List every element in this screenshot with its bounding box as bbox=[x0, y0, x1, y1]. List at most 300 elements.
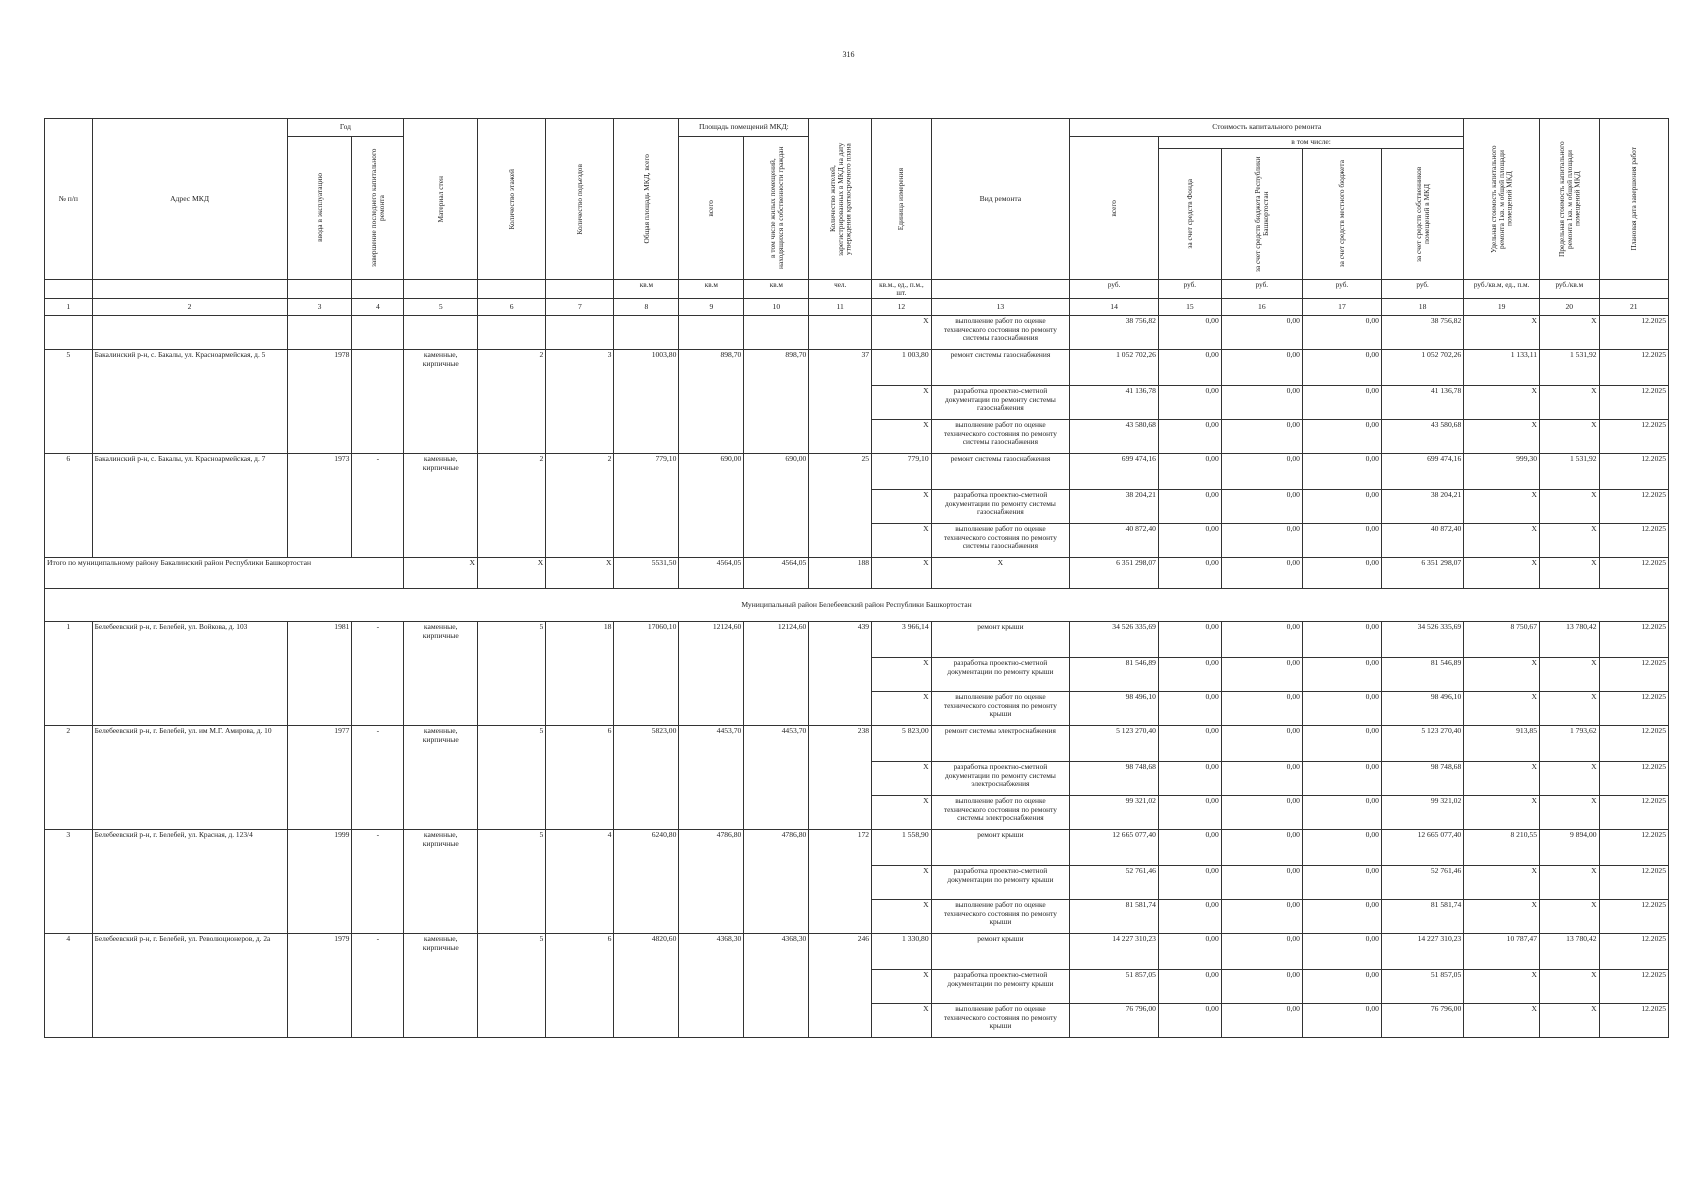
measure-unit: X bbox=[872, 386, 932, 420]
row-number: 3 bbox=[45, 830, 93, 934]
cost-owners: 43 580,68 bbox=[1381, 420, 1463, 454]
repair-type: разработка проектно-сметной документации по ремонту крыши bbox=[931, 866, 1070, 900]
repair-type: выполнение работ по оценке технического состояния по ремонту крыши bbox=[931, 692, 1070, 726]
unit-cost: X bbox=[1464, 524, 1540, 558]
cost-total: 98 748,68 bbox=[1070, 762, 1159, 796]
unit-cost: X bbox=[1464, 490, 1540, 524]
empty-cell bbox=[614, 316, 679, 350]
column-numbers-row bbox=[45, 299, 1669, 316]
header-floors bbox=[478, 119, 546, 280]
cost-total: 5 123 270,40 bbox=[1070, 726, 1159, 762]
unit-cell: кв.м bbox=[744, 279, 809, 299]
deadline: 12.2025 bbox=[1599, 1004, 1668, 1038]
cost-rb-budget: 0,00 bbox=[1221, 692, 1302, 726]
cost-fund: 0,00 bbox=[1158, 350, 1221, 386]
cost-owners: 99 321,02 bbox=[1381, 796, 1463, 830]
total-cell: X bbox=[872, 558, 932, 589]
total-area: 4820,60 bbox=[614, 934, 679, 1038]
total-area: 5823,00 bbox=[614, 726, 679, 830]
empty-cell bbox=[679, 316, 744, 350]
residential-area: 4786,80 bbox=[744, 830, 809, 934]
floors-count: 5 bbox=[478, 830, 546, 934]
cost-local-budget: 0,00 bbox=[1302, 622, 1381, 658]
residents-count: 246 bbox=[809, 934, 872, 1038]
cost-owners: 12 665 077,40 bbox=[1381, 830, 1463, 866]
wall-material: каменные, кирпичные bbox=[404, 622, 478, 726]
total-cell: X bbox=[546, 558, 614, 589]
repair-type: ремонт крыши bbox=[931, 830, 1070, 866]
header-local-budget-text: за счет средств местного бюджета bbox=[1337, 160, 1347, 268]
building-address: Белебеевский р-н, г. Белебей, ул. Красная, д. 123/4 bbox=[92, 830, 287, 934]
measure-unit: X bbox=[872, 1004, 932, 1038]
cost-rb-budget: 0,00 bbox=[1221, 316, 1302, 350]
header-owners-text: за счет средств собственников помещений в МКД bbox=[1413, 166, 1431, 262]
total-label: Итого по муниципальному району Бакалинский район Республики Башкортостан bbox=[45, 558, 404, 589]
cost-total: 12 665 077,40 bbox=[1070, 830, 1159, 866]
deadline: 12.2025 bbox=[1599, 900, 1668, 934]
cost-rb-budget: 0,00 bbox=[1221, 830, 1302, 866]
limit-cost: X bbox=[1540, 866, 1600, 900]
cost-rb-budget: 0,00 bbox=[1221, 970, 1302, 1004]
empty-cell bbox=[478, 316, 546, 350]
entrances-count: 4 bbox=[546, 830, 614, 934]
cost-local-budget: 0,00 bbox=[1302, 796, 1381, 830]
unit-cell: кв.м bbox=[679, 279, 744, 299]
deadline: 12.2025 bbox=[1599, 622, 1668, 658]
empty-cell bbox=[546, 316, 614, 350]
header-residents bbox=[809, 119, 872, 280]
cost-local-budget: 0,00 bbox=[1302, 762, 1381, 796]
repair-type: ремонт системы газоснабжения bbox=[931, 350, 1070, 386]
cost-fund: 0,00 bbox=[1158, 1004, 1221, 1038]
column-number: 15 bbox=[1158, 299, 1221, 316]
deadline: 12.2025 bbox=[1599, 934, 1668, 970]
unit-cell bbox=[92, 279, 287, 299]
header-area-residential-text: в том числе жилых помещений, находящихся в собственности граждан bbox=[767, 146, 785, 270]
unit-cost: 8 750,67 bbox=[1464, 622, 1540, 658]
column-number: 21 bbox=[1599, 299, 1668, 316]
cost-total: 38 756,82 bbox=[1070, 316, 1159, 350]
building-address: Бакалинский р-н, с. Бакалы, ул. Красноармейская, д. 5 bbox=[92, 350, 287, 454]
column-number: 9 bbox=[679, 299, 744, 316]
unit-cost: X bbox=[1464, 970, 1540, 1004]
deadline: 12.2025 bbox=[1599, 796, 1668, 830]
cost-owners: 51 857,05 bbox=[1381, 970, 1463, 1004]
premises-area: 4368,30 bbox=[679, 934, 744, 1038]
header-last-repair-year-text: завершение последнего капитального ремонта bbox=[369, 148, 386, 268]
measure-unit: X bbox=[872, 970, 932, 1004]
measure-unit: 3 966,14 bbox=[872, 622, 932, 658]
header-year-group: Год bbox=[287, 119, 404, 137]
cost-fund: 0,00 bbox=[1158, 726, 1221, 762]
header-unit-text: Единица измерения bbox=[896, 167, 906, 230]
header-fund-text: за счет средств Фонда bbox=[1184, 178, 1194, 249]
cost-owners: 52 761,46 bbox=[1381, 866, 1463, 900]
header-fund bbox=[1158, 148, 1221, 279]
unit-cell: руб. bbox=[1381, 279, 1463, 299]
unit-cost: X bbox=[1464, 900, 1540, 934]
repair-type: выполнение работ по оценке технического состояния по ремонту системы газоснабжения bbox=[931, 420, 1070, 454]
total-cell: 6 351 298,07 bbox=[1070, 558, 1159, 589]
cost-total: 76 796,00 bbox=[1070, 1004, 1159, 1038]
repair-type: разработка проектно-сметной документации по ремонту крыши bbox=[931, 658, 1070, 692]
column-number: 7 bbox=[546, 299, 614, 316]
cost-total: 43 580,68 bbox=[1070, 420, 1159, 454]
limit-cost: X bbox=[1540, 762, 1600, 796]
measure-unit: 1 330,80 bbox=[872, 934, 932, 970]
repair-type: выполнение работ по оценке технического состояния по ремонту системы газоснабжения bbox=[931, 316, 1070, 350]
cost-total: 38 204,21 bbox=[1070, 490, 1159, 524]
column-number: 6 bbox=[478, 299, 546, 316]
header-unit bbox=[872, 119, 932, 280]
table-row bbox=[45, 830, 1669, 866]
entrances-count: 2 bbox=[546, 454, 614, 558]
cost-fund: 0,00 bbox=[1158, 762, 1221, 796]
cost-local-budget: 0,00 bbox=[1302, 1004, 1381, 1038]
cost-rb-budget: 0,00 bbox=[1221, 726, 1302, 762]
total-cell: 0,00 bbox=[1302, 558, 1381, 589]
residents-count: 37 bbox=[809, 350, 872, 454]
total-cell: 4564,05 bbox=[744, 558, 809, 589]
header-deadline-text: Плановая дата завершения работ bbox=[1628, 147, 1638, 251]
commissioning-year: 1977 bbox=[287, 726, 352, 830]
commissioning-year: 1981 bbox=[287, 622, 352, 726]
cost-rb-budget: 0,00 bbox=[1221, 386, 1302, 420]
unit-cost: X bbox=[1464, 796, 1540, 830]
page-number: 316 bbox=[842, 50, 855, 59]
header-area-total bbox=[679, 137, 744, 280]
cost-total: 81 546,89 bbox=[1070, 658, 1159, 692]
header-cost-total-text: всего bbox=[1109, 199, 1119, 217]
unit-cell bbox=[45, 279, 93, 299]
cost-local-budget: 0,00 bbox=[1302, 900, 1381, 934]
table-row bbox=[45, 350, 1669, 386]
unit-cell: руб. bbox=[1070, 279, 1159, 299]
units-row bbox=[45, 279, 1669, 299]
header-area-group: Площадь помещений МКД: bbox=[679, 119, 809, 137]
unit-cost: X bbox=[1464, 1004, 1540, 1038]
measure-unit: X bbox=[872, 692, 932, 726]
limit-cost: X bbox=[1540, 796, 1600, 830]
header-cost-group: Стоимость капитального ремонта bbox=[1070, 119, 1464, 137]
limit-cost: X bbox=[1540, 1004, 1600, 1038]
floors-count: 5 bbox=[478, 622, 546, 726]
empty-cell bbox=[92, 316, 287, 350]
header-last-repair-year bbox=[352, 137, 404, 280]
cost-fund: 0,00 bbox=[1158, 934, 1221, 970]
cost-rb-budget: 0,00 bbox=[1221, 420, 1302, 454]
empty-cell bbox=[45, 316, 93, 350]
header-limit-cost-text: Предельная стоимость капитального ремонта 1кв. м общей площади помещений МКД bbox=[1556, 141, 1582, 257]
section-title: Муниципальный район Белебеевский район Республики Башкортостан bbox=[45, 589, 1669, 622]
total-area: 6240,80 bbox=[614, 830, 679, 934]
wall-material: каменные, кирпичные bbox=[404, 454, 478, 558]
cost-fund: 0,00 bbox=[1158, 970, 1221, 1004]
header-rb-budget-text: за счет средств бюджета Республики Башкортостан bbox=[1253, 155, 1270, 272]
unit-cell: руб. bbox=[1158, 279, 1221, 299]
empty-cell bbox=[809, 316, 872, 350]
column-number: 20 bbox=[1540, 299, 1600, 316]
floors-count: 5 bbox=[478, 726, 546, 830]
cost-owners: 5 123 270,40 bbox=[1381, 726, 1463, 762]
total-cell: X bbox=[1540, 558, 1600, 589]
repair-type: выполнение работ по оценке технического состояния по ремонту системы электроснабжения bbox=[931, 796, 1070, 830]
cost-owners: 38 204,21 bbox=[1381, 490, 1463, 524]
unit-cell: руб. bbox=[1221, 279, 1302, 299]
cost-rb-budget: 0,00 bbox=[1221, 524, 1302, 558]
column-number: 4 bbox=[352, 299, 404, 316]
measure-unit: X bbox=[872, 866, 932, 900]
limit-cost: X bbox=[1540, 490, 1600, 524]
cost-local-budget: 0,00 bbox=[1302, 726, 1381, 762]
unit-cell: кв.м., ед., п.м., шт. bbox=[872, 279, 932, 299]
unit-cell bbox=[478, 279, 546, 299]
header-owners bbox=[1381, 148, 1463, 279]
header-entrances-text: Количество подъездов bbox=[574, 163, 584, 235]
total-area: 779,10 bbox=[614, 454, 679, 558]
cost-local-budget: 0,00 bbox=[1302, 350, 1381, 386]
cost-local-budget: 0,00 bbox=[1302, 830, 1381, 866]
cost-owners: 14 227 310,23 bbox=[1381, 934, 1463, 970]
unit-cell: руб./кв.м, ед., п.м. bbox=[1464, 279, 1540, 299]
total-cell: X bbox=[404, 558, 478, 589]
cost-fund: 0,00 bbox=[1158, 658, 1221, 692]
cost-total: 52 761,46 bbox=[1070, 866, 1159, 900]
limit-cost: X bbox=[1540, 692, 1600, 726]
premises-area: 4786,80 bbox=[679, 830, 744, 934]
repair-type: выполнение работ по оценке технического состояния по ремонту системы газоснабжения bbox=[931, 524, 1070, 558]
measure-unit: 5 823,00 bbox=[872, 726, 932, 762]
column-number: 18 bbox=[1381, 299, 1463, 316]
total-area: 17060,10 bbox=[614, 622, 679, 726]
cost-fund: 0,00 bbox=[1158, 866, 1221, 900]
cost-fund: 0,00 bbox=[1158, 524, 1221, 558]
cost-owners: 81 546,89 bbox=[1381, 658, 1463, 692]
cost-total: 699 474,16 bbox=[1070, 454, 1159, 490]
cost-fund: 0,00 bbox=[1158, 316, 1221, 350]
cost-fund: 0,00 bbox=[1158, 454, 1221, 490]
limit-cost: X bbox=[1540, 658, 1600, 692]
table-body-total bbox=[45, 558, 1669, 622]
unit-cost: 913,85 bbox=[1464, 726, 1540, 762]
last-repair-year bbox=[352, 350, 404, 454]
measure-unit: X bbox=[872, 900, 932, 934]
deadline: 12.2025 bbox=[1599, 524, 1668, 558]
repair-type: ремонт крыши bbox=[931, 622, 1070, 658]
repair-type: ремонт системы электроснабжения bbox=[931, 726, 1070, 762]
cost-total: 98 496,10 bbox=[1070, 692, 1159, 726]
cost-total: 14 227 310,23 bbox=[1070, 934, 1159, 970]
deadline: 12.2025 bbox=[1599, 490, 1668, 524]
limit-cost: 13 780,42 bbox=[1540, 934, 1600, 970]
limit-cost: 1 531,92 bbox=[1540, 350, 1600, 386]
column-number: 3 bbox=[287, 299, 352, 316]
cost-local-budget: 0,00 bbox=[1302, 386, 1381, 420]
unit-cell bbox=[287, 279, 352, 299]
unit-cost: X bbox=[1464, 866, 1540, 900]
commissioning-year: 1973 bbox=[287, 454, 352, 558]
column-number: 16 bbox=[1221, 299, 1302, 316]
cost-rb-budget: 0,00 bbox=[1221, 762, 1302, 796]
residents-count: 439 bbox=[809, 622, 872, 726]
cost-total: 99 321,02 bbox=[1070, 796, 1159, 830]
limit-cost: 13 780,42 bbox=[1540, 622, 1600, 658]
deadline: 12.2025 bbox=[1599, 692, 1668, 726]
measure-unit: 1 558,90 bbox=[872, 830, 932, 866]
total-cell: X bbox=[478, 558, 546, 589]
entrances-count: 6 bbox=[546, 934, 614, 1038]
cost-fund: 0,00 bbox=[1158, 796, 1221, 830]
measure-unit: X bbox=[872, 762, 932, 796]
repair-type: разработка проектно-сметной документации по ремонту системы газоснабжения bbox=[931, 386, 1070, 420]
deadline: 12.2025 bbox=[1599, 726, 1668, 762]
cost-total: 41 136,78 bbox=[1070, 386, 1159, 420]
last-repair-year: - bbox=[352, 454, 404, 558]
cost-owners: 34 526 335,69 bbox=[1381, 622, 1463, 658]
cost-rb-budget: 0,00 bbox=[1221, 350, 1302, 386]
repair-type: разработка проектно-сметной документации по ремонту системы электроснабжения bbox=[931, 762, 1070, 796]
unit-cost: X bbox=[1464, 762, 1540, 796]
cost-owners: 81 581,74 bbox=[1381, 900, 1463, 934]
cost-fund: 0,00 bbox=[1158, 490, 1221, 524]
header-commissioning-year-text: ввода в эксплуатацию bbox=[314, 173, 324, 243]
header-wall-material bbox=[404, 119, 478, 280]
cost-owners: 38 756,82 bbox=[1381, 316, 1463, 350]
column-number: 1 bbox=[45, 299, 93, 316]
repair-type: ремонт системы газоснабжения bbox=[931, 454, 1070, 490]
measure-unit: 779,10 bbox=[872, 454, 932, 490]
residents-count: 172 bbox=[809, 830, 872, 934]
header-cost-total bbox=[1070, 137, 1159, 280]
cost-rb-budget: 0,00 bbox=[1221, 1004, 1302, 1038]
total-cell: X bbox=[1464, 558, 1540, 589]
row-number: 4 bbox=[45, 934, 93, 1038]
limit-cost: X bbox=[1540, 316, 1600, 350]
unit-cell bbox=[1599, 279, 1668, 299]
unit-cell: кв.м bbox=[614, 279, 679, 299]
unit-cost: 1 133,11 bbox=[1464, 350, 1540, 386]
cost-owners: 1 052 702,26 bbox=[1381, 350, 1463, 386]
deadline: 12.2025 bbox=[1599, 866, 1668, 900]
total-cell: X bbox=[931, 558, 1070, 589]
header-unit-cost bbox=[1464, 119, 1540, 280]
building-address: Белебеевский р-н, г. Белебей, ул. Революционеров, д. 2а bbox=[92, 934, 287, 1038]
unit-cost: 8 210,55 bbox=[1464, 830, 1540, 866]
cost-total: 40 872,40 bbox=[1070, 524, 1159, 558]
limit-cost: X bbox=[1540, 900, 1600, 934]
wall-material: каменные, кирпичные bbox=[404, 726, 478, 830]
repair-type: разработка проектно-сметной документации по ремонту системы газоснабжения bbox=[931, 490, 1070, 524]
building-address: Белебеевский р-н, г. Белебей, ул. им М.Г. Амирова, д. 10 bbox=[92, 726, 287, 830]
total-cell: 0,00 bbox=[1158, 558, 1221, 589]
column-number: 8 bbox=[614, 299, 679, 316]
measure-unit: X bbox=[872, 420, 932, 454]
repair-type: разработка проектно-сметной документации по ремонту крыши bbox=[931, 970, 1070, 1004]
cost-local-budget: 0,00 bbox=[1302, 934, 1381, 970]
unit-cost: 999,30 bbox=[1464, 454, 1540, 490]
floors-count: 2 bbox=[478, 350, 546, 454]
table-row bbox=[45, 934, 1669, 970]
header-deadline bbox=[1599, 119, 1668, 280]
cost-local-budget: 0,00 bbox=[1302, 970, 1381, 1004]
column-number: 19 bbox=[1464, 299, 1540, 316]
header-unit-cost-text: Удельная стоимость капитального ремонта 1кв. м общей площади помещений МКД bbox=[1488, 145, 1514, 253]
unit-cell bbox=[546, 279, 614, 299]
cost-local-budget: 0,00 bbox=[1302, 420, 1381, 454]
commissioning-year: 1999 bbox=[287, 830, 352, 934]
column-number: 13 bbox=[931, 299, 1070, 316]
last-repair-year: - bbox=[352, 934, 404, 1038]
empty-cell bbox=[352, 316, 404, 350]
total-row bbox=[45, 558, 1669, 589]
cost-owners: 98 748,68 bbox=[1381, 762, 1463, 796]
column-number: 5 bbox=[404, 299, 478, 316]
cost-rb-budget: 0,00 bbox=[1221, 622, 1302, 658]
unit-cost: X bbox=[1464, 658, 1540, 692]
deadline: 12.2025 bbox=[1599, 350, 1668, 386]
column-number: 14 bbox=[1070, 299, 1159, 316]
premises-area: 690,00 bbox=[679, 454, 744, 558]
repair-type: выполнение работ по оценке технического состояния по ремонту крыши bbox=[931, 1004, 1070, 1038]
deadline: 12.2025 bbox=[1599, 454, 1668, 490]
cost-local-budget: 0,00 bbox=[1302, 454, 1381, 490]
capital-repair-table bbox=[44, 118, 1669, 1038]
header-limit-cost bbox=[1540, 119, 1600, 280]
repair-type: ремонт крыши bbox=[931, 934, 1070, 970]
limit-cost: X bbox=[1540, 386, 1600, 420]
row-number: 5 bbox=[45, 350, 93, 454]
cost-local-budget: 0,00 bbox=[1302, 658, 1381, 692]
measure-unit: X bbox=[872, 316, 932, 350]
header-commissioning-year bbox=[287, 137, 352, 280]
column-number: 17 bbox=[1302, 299, 1381, 316]
limit-cost: 1 793,62 bbox=[1540, 726, 1600, 762]
cost-rb-budget: 0,00 bbox=[1221, 866, 1302, 900]
last-repair-year: - bbox=[352, 622, 404, 726]
unit-cell: чел. bbox=[809, 279, 872, 299]
deadline: 12.2025 bbox=[1599, 386, 1668, 420]
unit-cell bbox=[404, 279, 478, 299]
cost-rb-budget: 0,00 bbox=[1221, 658, 1302, 692]
cost-total: 34 526 335,69 bbox=[1070, 622, 1159, 658]
wall-material: каменные, кирпичные bbox=[404, 830, 478, 934]
cost-fund: 0,00 bbox=[1158, 900, 1221, 934]
cost-rb-budget: 0,00 bbox=[1221, 934, 1302, 970]
header-area-total-text: всего bbox=[706, 199, 716, 217]
measure-unit: 1 003,80 bbox=[872, 350, 932, 386]
header-entrances bbox=[546, 119, 614, 280]
unit-cost: X bbox=[1464, 316, 1540, 350]
cost-fund: 0,00 bbox=[1158, 692, 1221, 726]
unit-cell bbox=[352, 279, 404, 299]
cost-owners: 699 474,16 bbox=[1381, 454, 1463, 490]
commissioning-year: 1978 bbox=[287, 350, 352, 454]
limit-cost: 9 894,00 bbox=[1540, 830, 1600, 866]
deadline: 12.2025 bbox=[1599, 970, 1668, 1004]
header-address: Адрес МКД bbox=[92, 119, 287, 280]
premises-area: 4453,70 bbox=[679, 726, 744, 830]
residents-count: 25 bbox=[809, 454, 872, 558]
cost-owners: 98 496,10 bbox=[1381, 692, 1463, 726]
cost-rb-budget: 0,00 bbox=[1221, 796, 1302, 830]
row-number: 2 bbox=[45, 726, 93, 830]
cost-fund: 0,00 bbox=[1158, 622, 1221, 658]
deadline: 12.2025 bbox=[1599, 420, 1668, 454]
unit-cell: руб./кв.м bbox=[1540, 279, 1600, 299]
premises-area: 12124,60 bbox=[679, 622, 744, 726]
cost-local-budget: 0,00 bbox=[1302, 866, 1381, 900]
residential-area: 690,00 bbox=[744, 454, 809, 558]
